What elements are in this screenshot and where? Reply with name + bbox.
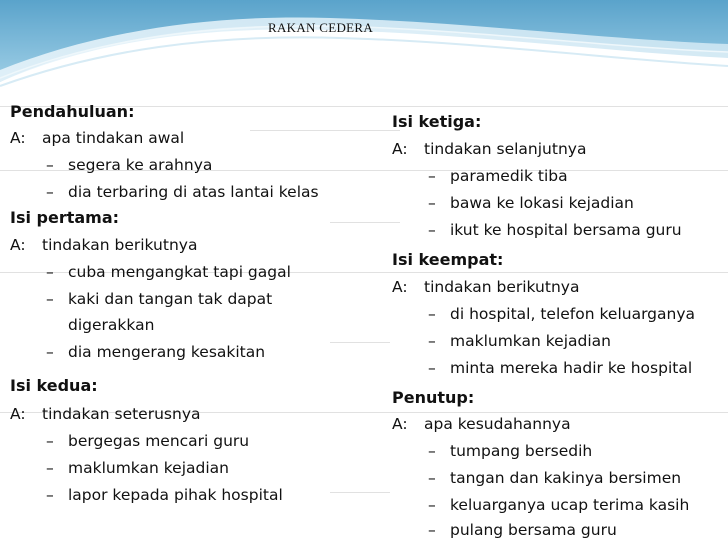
item-text: ikut ke hospital bersama guru xyxy=(450,221,682,239)
list-item xyxy=(392,166,568,186)
list-item xyxy=(392,358,692,378)
dash-bullet: – xyxy=(46,156,54,174)
item-text: bawa ke lokasi kejadian xyxy=(450,194,634,212)
list-item xyxy=(10,458,229,478)
header-banner xyxy=(0,0,728,90)
answer-text: tindakan seterusnya xyxy=(42,405,201,423)
dash-bullet: – xyxy=(428,442,436,460)
answer-prefix: A: xyxy=(10,405,26,423)
dash-bullet: – xyxy=(46,486,54,504)
notes-content xyxy=(0,92,728,546)
answer-text: tindakan berikutnya xyxy=(42,236,198,254)
scan-bleed xyxy=(330,342,390,343)
section-heading: Isi pertama: xyxy=(10,208,120,227)
item-text: di hospital, telefon keluarganya xyxy=(450,305,696,323)
answer-line xyxy=(392,139,586,159)
list-item xyxy=(392,193,634,213)
section-heading: Penutup: xyxy=(392,388,475,407)
item-text: lapor kepada pihak hospital xyxy=(68,486,283,504)
dash-bullet: – xyxy=(46,290,54,308)
item-text: pulang bersama guru xyxy=(450,521,617,539)
section-heading: Isi keempat: xyxy=(392,250,504,269)
section-heading: Pendahuluan: xyxy=(10,102,135,121)
item-text: minta mereka hadir ke hospital xyxy=(450,359,693,377)
answer-text: apa kesudahannya xyxy=(424,415,571,433)
item-text: kaki dan tangan tak dapat xyxy=(68,290,273,308)
list-item xyxy=(10,342,265,362)
scan-bleed xyxy=(330,222,400,223)
answer-prefix: A: xyxy=(10,129,26,147)
answer-prefix: A: xyxy=(392,415,408,433)
scan-bleed xyxy=(330,492,390,493)
dash-bullet: – xyxy=(428,332,436,350)
item-text: dia mengerang kesakitan xyxy=(68,343,266,361)
section-heading: Isi ketiga: xyxy=(392,112,482,131)
list-item-continuation: digerakkan xyxy=(68,316,155,334)
list-item xyxy=(10,485,283,505)
scan-bleed xyxy=(250,130,400,131)
dash-bullet: – xyxy=(428,521,436,539)
dash-bullet: – xyxy=(428,221,436,239)
answer-prefix: A: xyxy=(10,236,26,254)
item-text: paramedik tiba xyxy=(450,167,568,185)
item-text: maklumkan kejadian xyxy=(68,459,229,477)
list-item xyxy=(10,155,212,175)
item-text: tumpang bersedih xyxy=(450,442,593,460)
item-text: keluarganya ucap terima kasih xyxy=(450,496,690,514)
answer-text: tindakan selanjutnya xyxy=(424,140,587,158)
dash-bullet: – xyxy=(428,469,436,487)
dash-bullet: – xyxy=(428,359,436,377)
list-item xyxy=(392,220,682,240)
item-text: maklumkan kejadian xyxy=(450,332,611,350)
answer-line xyxy=(10,128,184,148)
answer-prefix: A: xyxy=(392,278,408,296)
item-text: bergegas mencari guru xyxy=(68,432,250,450)
dash-bullet: – xyxy=(428,167,436,185)
wave-decoration xyxy=(0,0,728,90)
list-item xyxy=(392,331,611,351)
list-item xyxy=(392,304,695,324)
list-item xyxy=(10,431,249,451)
slide-title: RAKAN CEDERA xyxy=(268,20,374,35)
dash-bullet: – xyxy=(428,496,436,514)
section-heading: Isi kedua: xyxy=(10,376,98,395)
answer-line xyxy=(10,404,201,424)
list-item xyxy=(10,289,272,309)
answer-prefix: A: xyxy=(392,140,408,158)
item-text: dia terbaring di atas lantai kelas xyxy=(68,183,319,201)
item-text: segera ke arahnya xyxy=(68,156,213,174)
item-text: tangan dan kakinya bersimen xyxy=(450,469,682,487)
dash-bullet: – xyxy=(428,194,436,212)
dash-bullet: – xyxy=(46,183,54,201)
item-text: cuba mengangkat tapi gagal xyxy=(68,263,291,281)
list-item xyxy=(392,520,617,540)
answer-text: apa tindakan awal xyxy=(42,129,185,147)
dash-bullet: – xyxy=(46,343,54,361)
list-item xyxy=(392,468,681,488)
list-item xyxy=(392,495,689,515)
answer-text: tindakan berikutnya xyxy=(424,278,580,296)
list-item xyxy=(10,262,291,282)
answer-line xyxy=(392,277,579,297)
answer-line xyxy=(392,414,571,434)
dash-bullet: – xyxy=(428,305,436,323)
answer-line xyxy=(10,235,197,255)
dash-bullet: – xyxy=(46,459,54,477)
list-item xyxy=(392,441,592,461)
dash-bullet: – xyxy=(46,432,54,450)
list-item xyxy=(10,182,319,202)
dash-bullet: – xyxy=(46,263,54,281)
